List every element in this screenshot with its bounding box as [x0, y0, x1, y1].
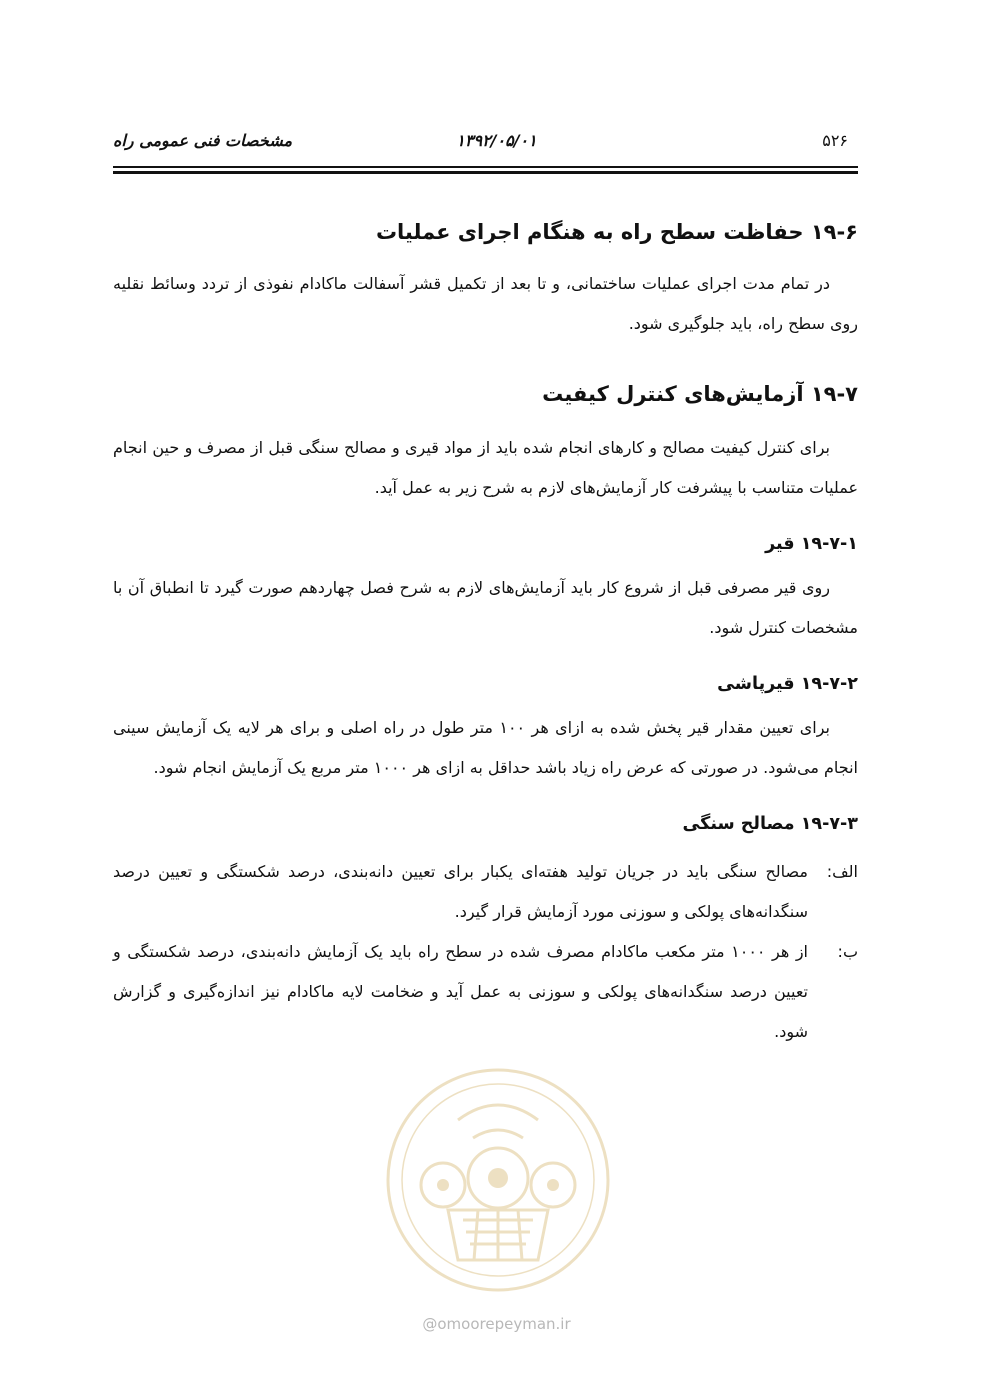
list-item — [113, 852, 858, 932]
aggregate-requirements-list — [113, 852, 858, 1052]
list-item — [113, 932, 858, 1052]
section-heading-19-6: ۱۹-۶ حفاظت سطح راه به هنگام اجرای عملیات — [375, 220, 858, 244]
subsection-text-19-7-1: روی قیر مصرفی قبل از شروع کار باید آزمایش‌های لازم به شرح فصل چهاردهم صورت گیرد تا انطباق آن با مشخصات کنترل شود. — [113, 578, 858, 637]
header-rule-thin — [113, 166, 858, 168]
watermark-seal-icon — [378, 1060, 618, 1300]
page-number: ۵۲۶ — [822, 131, 848, 150]
section-text-19-7: برای کنترل کیفیت مصالح و کارهای انجام شده باید از مواد قیری و مصالح سنگی قبل از مصرف و حین انجام عملیات متناسب با پیشرفت کار آزمایش‌های لازم به شرح زیر به عمل آید. — [113, 438, 858, 497]
section-heading-19-7: ۱۹-۷ آزمایش‌های کنترل کیفیت — [542, 382, 858, 406]
subsection-heading-19-7-1: ۱۹-۷-۱ قیر — [765, 534, 858, 554]
section-text-19-6: در تمام مدت اجرای عملیات ساختمانی، و تا بعد از تکمیل قشر آسفالت ماکادام نفوذی از تردد وسائط نقلیه روی سطح راه، باید جلوگیری شود. — [113, 274, 858, 333]
header-date: ۱۳۹۲/۰۵/۰۱ — [456, 131, 537, 150]
subsection-heading-19-7-3: ۱۹-۷-۳ مصالح سنگی — [682, 814, 858, 834]
list-item-text: مصالح سنگی باید در جریان تولید هفته‌ای یکبار برای تعیین دانه‌بندی، درصد شکستگی و تعیین درصد سنگدانه‌های پولکی و سوزنی مورد آزمایش قرار گیرد. — [113, 862, 808, 921]
page-content — [113, 214, 858, 1052]
subsection-text-19-7-2: برای تعیین مقدار قیر پخش شده به ازای هر ۱۰۰ متر طول در راه اصلی و برای هر لایه یک آزمایش سینی انجام می‌شود. در صورتی که عرض راه زیاد باشد حداقل به ازای هر ۱۰۰۰ متر مربع یک آزمایش انجام شود. — [113, 718, 858, 777]
watermark-text: @omoorepeyman.ir — [422, 1315, 571, 1333]
subsection-heading-19-7-2: ۱۹-۷-۲ قیرپاشی — [717, 674, 858, 694]
header-rule-thick — [113, 171, 858, 174]
list-item-marker: ب: — [837, 942, 858, 961]
list-item-marker: الف: — [826, 862, 858, 881]
list-item-text: از هر ۱۰۰۰ متر مکعب ماکادام مصرف شده در سطح راه باید یک آزمایش دانه‌بندی، درصد شکستگی و تعیین درصد سنگدانه‌های پولکی و سوزنی به عمل آید و ضخامت لایه ماکادام نیز اندازه‌گیری و گزارش شود. — [113, 942, 809, 1041]
header-title: مشخصات فنی عمومی راه — [113, 131, 293, 150]
